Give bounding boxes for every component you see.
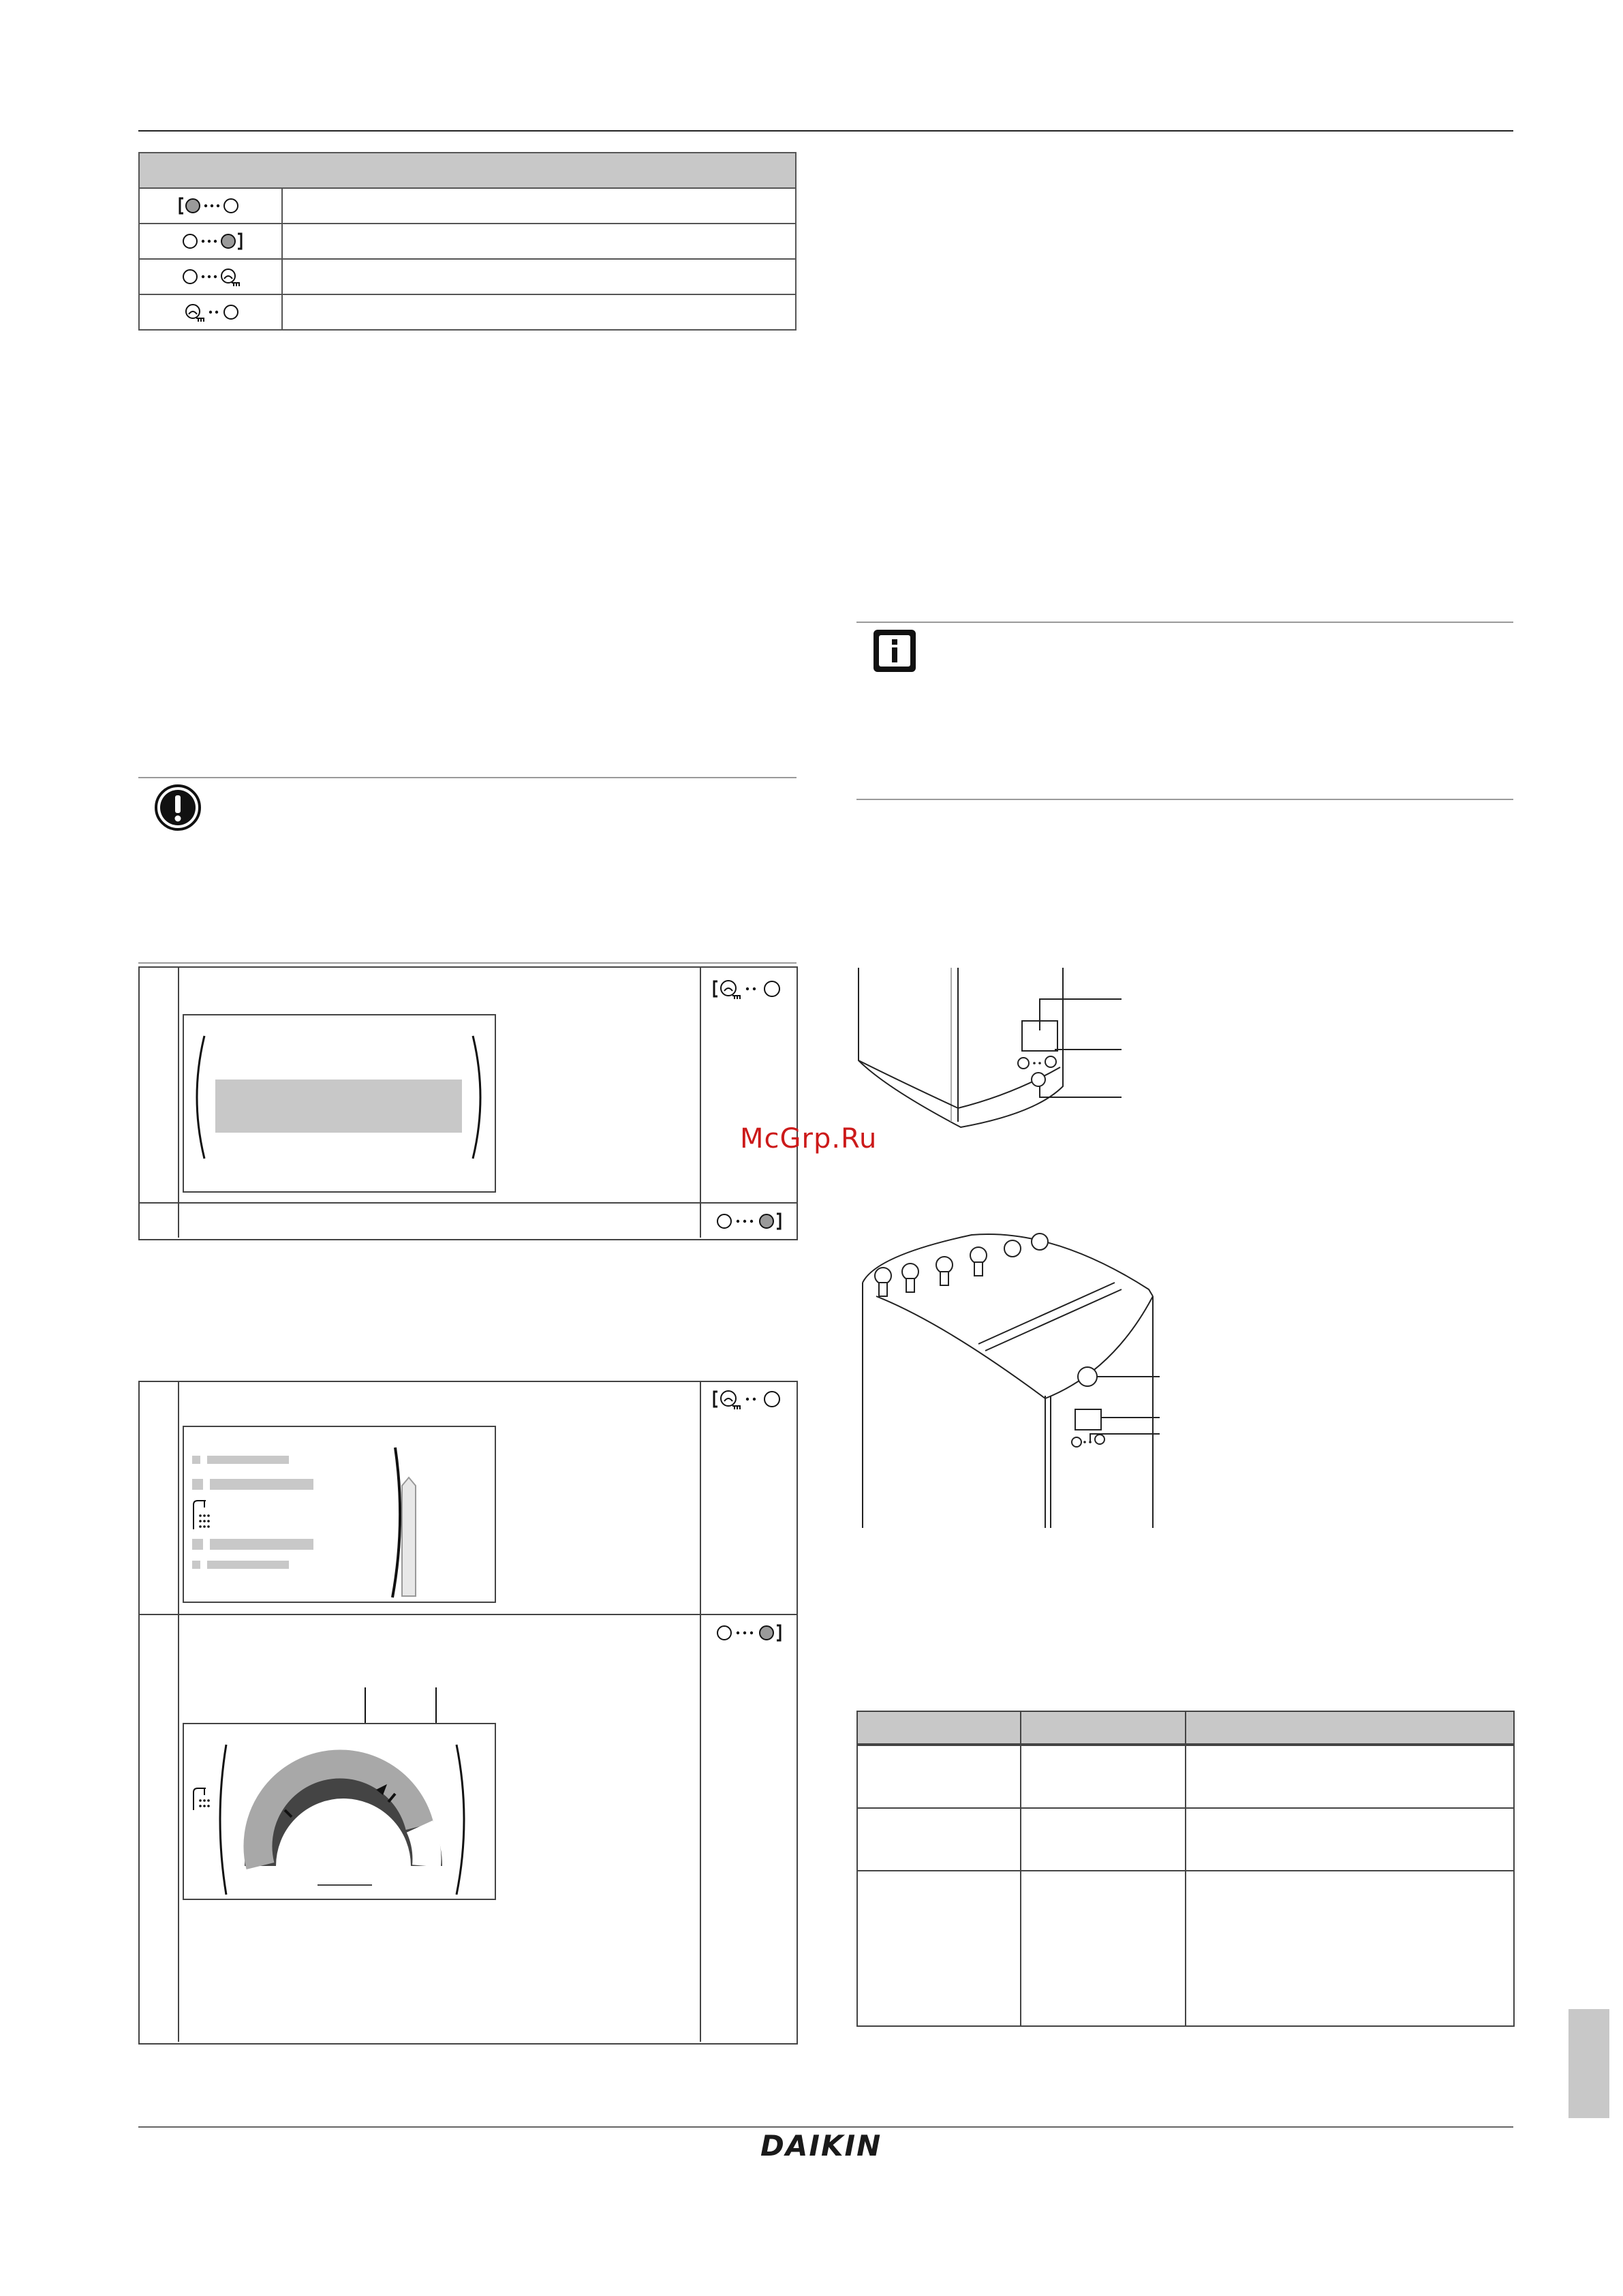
info-icon <box>872 628 917 673</box>
display-panel <box>1075 1409 1101 1430</box>
chapter-side-tab <box>1568 2009 1609 2118</box>
right-table-col-1 <box>1020 1711 1021 2025</box>
step-table-1-col-right <box>700 966 701 1238</box>
exclamation-icon <box>154 784 202 831</box>
top-rule <box>138 130 1513 132</box>
indoor-unit-wall-illustration <box>856 965 1128 1142</box>
power-button <box>1032 1073 1045 1086</box>
step-table-2-col-left <box>178 1381 179 2042</box>
display-screen-figure-2 <box>183 1426 496 1603</box>
screen-frame <box>184 1015 495 1191</box>
table-row <box>856 1743 1513 1745</box>
step-table-2-row-divider <box>138 1614 797 1615</box>
press-right-dial-icon <box>712 1206 787 1236</box>
step-table-1-row-divider <box>138 1202 797 1204</box>
menu-list-screen <box>184 1427 495 1602</box>
press-right-dial-icon <box>712 1618 787 1648</box>
left-dial <box>1072 1437 1081 1447</box>
right-dial <box>1095 1435 1104 1444</box>
press-right-dial-icon <box>140 224 281 258</box>
daikin-logo: DAIKIN <box>760 2129 882 2162</box>
step-table-2-col-right <box>700 1381 701 2042</box>
press-left-dial-icon <box>140 189 281 223</box>
note-top-rule <box>138 777 797 778</box>
table-row <box>139 224 796 259</box>
table-row <box>856 1807 1513 1809</box>
info-top-rule <box>856 622 1513 623</box>
info-bottom-rule <box>856 799 1513 800</box>
watermark: McGrp.Ru <box>740 1123 878 1154</box>
display-screen-figure-3 <box>183 1723 496 1900</box>
table-row <box>139 188 796 224</box>
table-row <box>139 259 796 294</box>
table-row <box>139 294 796 330</box>
tap-water-icon <box>194 1788 210 1810</box>
power-button <box>1078 1367 1097 1386</box>
tap-water-icon <box>194 1501 210 1529</box>
turn-left-dial-icon <box>712 1385 787 1415</box>
display-screen-figure-1 <box>183 1014 496 1193</box>
dial-actions-table <box>138 152 797 331</box>
turn-left-dial-icon <box>140 295 281 329</box>
footer-rule <box>138 2126 1513 2128</box>
highlighted-menu-row <box>215 1080 462 1133</box>
turn-left-dial-icon <box>712 975 787 1005</box>
right-table-col-2 <box>1185 1711 1186 2025</box>
turn-right-dial-icon <box>140 260 281 294</box>
left-dial <box>1018 1058 1029 1069</box>
table-row <box>856 1870 1513 1871</box>
table-header <box>139 153 796 188</box>
right-dial <box>1045 1056 1056 1067</box>
indoor-unit-floor-illustration <box>856 1214 1169 1528</box>
note-bottom-rule <box>138 962 797 964</box>
temperature-gauge-screen <box>184 1724 495 1899</box>
step-table-1-col-left <box>178 966 179 1238</box>
